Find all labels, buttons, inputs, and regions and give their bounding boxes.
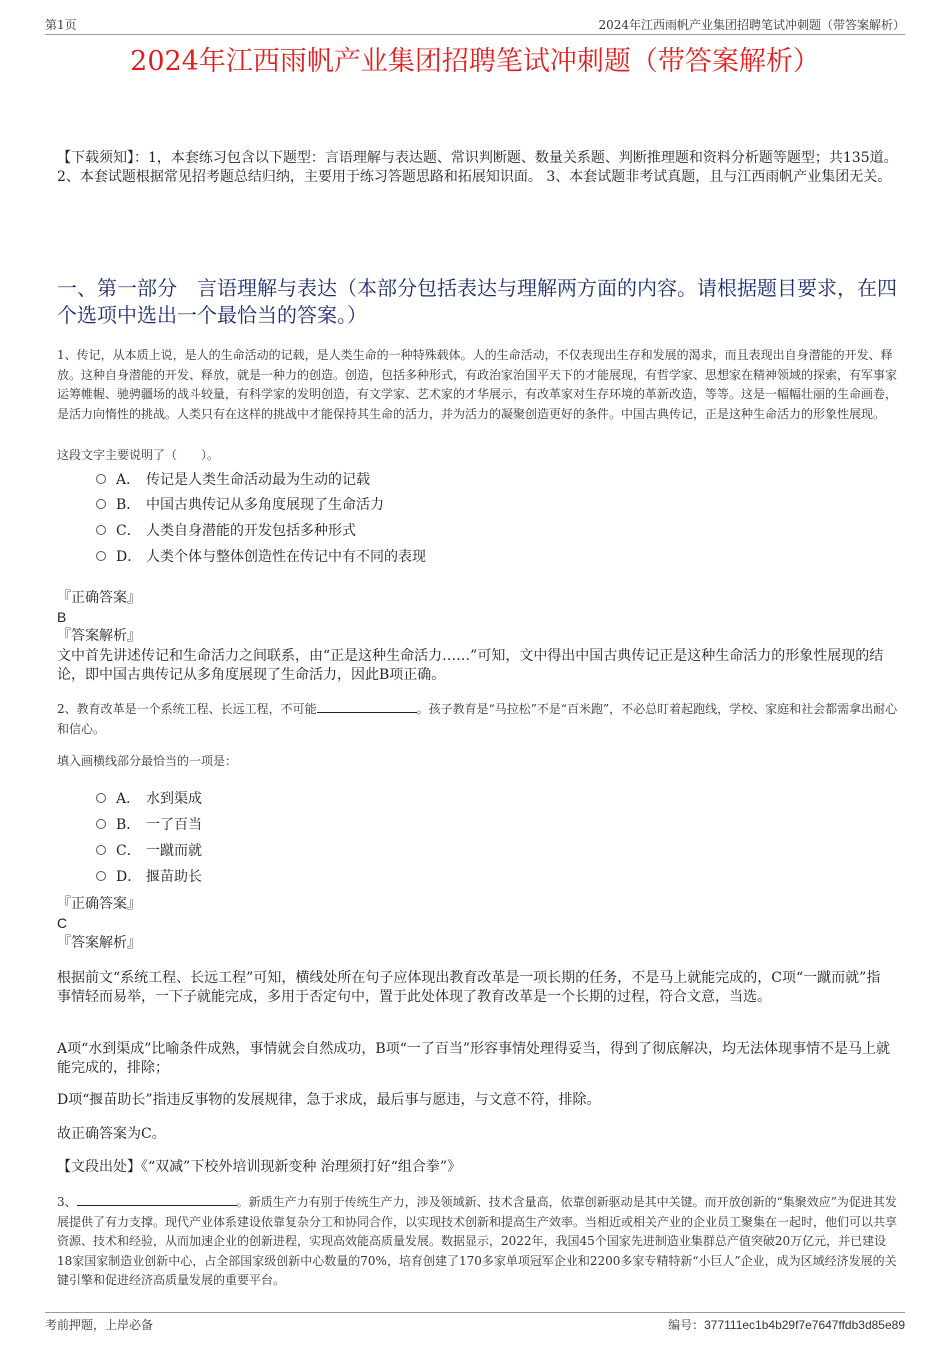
question-3-text: 3、 。新质生产力有别于传统生产力，涉及领域新、技术含量高，依靠创新驱动是其中关键。而开放创新的“集聚效应”为促进其发展提供了有力支撑。现代产业体系建设依靠复杂分工和协同合作，以实现技术创新和提高生产效率。当相近或相关产业的企业员工聚集在一起时，他们可以共享资源、技术和经验，从而加速企业的创新进程，实现高效能高质量发展。数据显示，2022年，我国45个国家先进制造业集群总产值突破20万亿元，并已建设18家国家制造业创新中心，占全部国家级创新中心数量的70%，培育创建了170多家单项冠军企业和2200多家专精特新“小巨人”企业，成为区域经济发展的关键引擎和促进经济高质量发展的重要平台。 — [57, 1195, 898, 1287]
q2-option-d[interactable]: D． 揠苗助长 — [96, 864, 202, 890]
fill-blank — [317, 700, 417, 713]
q2-analysis-label: 『答案解析』 — [57, 935, 141, 951]
footer-slogan: 考前押题，上岸必备 — [45, 1318, 154, 1332]
radio-icon[interactable] — [96, 793, 106, 803]
radio-icon[interactable] — [96, 499, 106, 509]
q2-analysis-paragraph: 故正确答案为C。 — [57, 1126, 166, 1142]
q1-analysis: 文中首先讲述传记和生命活力之间联系，由“正是这种生命活力……”可知，文中得出中国古典传记正是这种生命活力的形象性展现的结论，即中国古典传记从多角度展现了生命活力，因此B项正确。 — [57, 648, 884, 683]
question-2-prompt: 填入画横线部分最恰当的一项是： — [57, 754, 238, 768]
q1-answer-label: 『正确答案』 — [57, 590, 141, 606]
radio-icon[interactable] — [96, 474, 106, 484]
q1-option-d[interactable]: D． 人类个体与整体创造性在传记中有不同的表现 — [96, 544, 426, 570]
question-1-prompt: 这段文字主要说明了（ ）。 — [57, 448, 220, 462]
footer-code: 编号：377111ec1b4b29f7e7647ffdb3d85e89 — [668, 1318, 905, 1332]
radio-icon[interactable] — [96, 819, 106, 829]
q1-analysis-label: 『答案解析』 — [57, 628, 141, 644]
q2-option-c[interactable]: C． 一蹴而就 — [96, 838, 202, 864]
q2-analysis-paragraph: A项“水到渠成”比喻条件成熟，事情就会自然成功，B项“一了百当”形容事情处理得妥当，得到了彻底解决，均无法体现事情不是马上就能完成的，排除； — [57, 1041, 891, 1076]
q2-answer-label: 『正确答案』 — [57, 896, 141, 912]
radio-icon[interactable] — [96, 525, 106, 535]
page-header — [45, 14, 905, 35]
q2-option-a[interactable]: A． 水到渠成 — [96, 786, 202, 812]
radio-icon[interactable] — [96, 845, 106, 855]
question-1-text: 1、传记，从本质上说，是人的生命活动的记载，是人类生命的一种特殊载体。人的生命活动，不仅表现出生存和发展的渴求，而且表现出自身潜能的开发、释放。这种自身潜能的开发、释放，就是一种力的创造。创造，包括多种形式，有政治家治国平天下的才能展现，有哲学家、思想家在精神领域的探索，有军事家运筹帷幄、驰骋疆场的战斗较量，有科学家的发明创造，有文学家、艺术家的才华展示，有改革家对生存环境的革新改造，等等。这是一幅幅壮丽的生命画卷，是活力向惰性的挑战。人类只有在这样的挑战中才能保持其生命的活力，并为活力的凝聚创造更好的条件。中国古典传记，正是这种生命活力的形象性展现。 — [57, 348, 898, 421]
page-title: 2024年江西雨帆产业集团招聘笔试冲刺题（带答案解析） — [130, 46, 820, 77]
q1-option-a[interactable]: A． 传记是人类生命活动最为生动的记载 — [96, 467, 370, 493]
section-heading: 一、第一部分 言语理解与表达（本部分包括表达与理解两方面的内容。请根据题目要求，在四个选项中选出一个最恰当的答案。） — [57, 276, 897, 327]
page-footer — [45, 1312, 905, 1333]
radio-icon[interactable] — [96, 871, 106, 881]
header-doc-title: 2024年江西雨帆产业集团招聘笔试冲刺题（带答案解析） — [598, 18, 905, 32]
fill-blank — [77, 1193, 237, 1206]
q2-option-b[interactable]: B． 一了百当 — [96, 812, 202, 838]
q1-answer-value: B — [57, 609, 67, 625]
page-number: 第1页 — [45, 18, 77, 32]
q2-analysis-paragraph: 根据前文“系统工程、长远工程”可知，横线处所在句子应体现出教育改革是一项长期的任务，不是马上就能完成的，C项“一蹴而就”指事情轻而易举，一下子就能完成，多用于否定句中，置于此处体现了教育改革是一个长期的过程，符合文意，当选。 — [57, 970, 881, 1005]
q2-analysis-paragraph: D项“揠苗助长”指违反事物的发展规律，急于求成，最后事与愿违，与文意不符，排除。 — [57, 1092, 601, 1108]
question-2-text: 2、教育改革是一个系统工程、长远工程，不可能 。孩子教育是“马拉松”不是“百米跑”，不必总盯着起跑线，学校、家庭和社会都需拿出耐心和信心。 — [57, 702, 898, 736]
radio-icon[interactable] — [96, 551, 106, 561]
q2-source: 【文段出处】《“双减”下校外培训现新变种 治理须打好“组合拳”》 — [57, 1159, 462, 1175]
download-notice: 【下载须知】：1，本套练习包含以下题型：言语理解与表达题、常识判断题、数量关系题、判断推理题和资料分析题等题型；共135道。 2、本套试题根据常见招考题总结归纳，主要用于练习答题思路和拓展知识面。 3、本套试题非考试真题，且与江西雨帆产业集团无关。 — [57, 150, 898, 185]
q2-answer-value: C — [57, 915, 68, 931]
q1-option-b[interactable]: B． 中国古典传记从多角度展现了生命活力 — [96, 492, 384, 518]
q1-option-c[interactable]: C． 人类自身潜能的开发包括多种形式 — [96, 518, 356, 544]
